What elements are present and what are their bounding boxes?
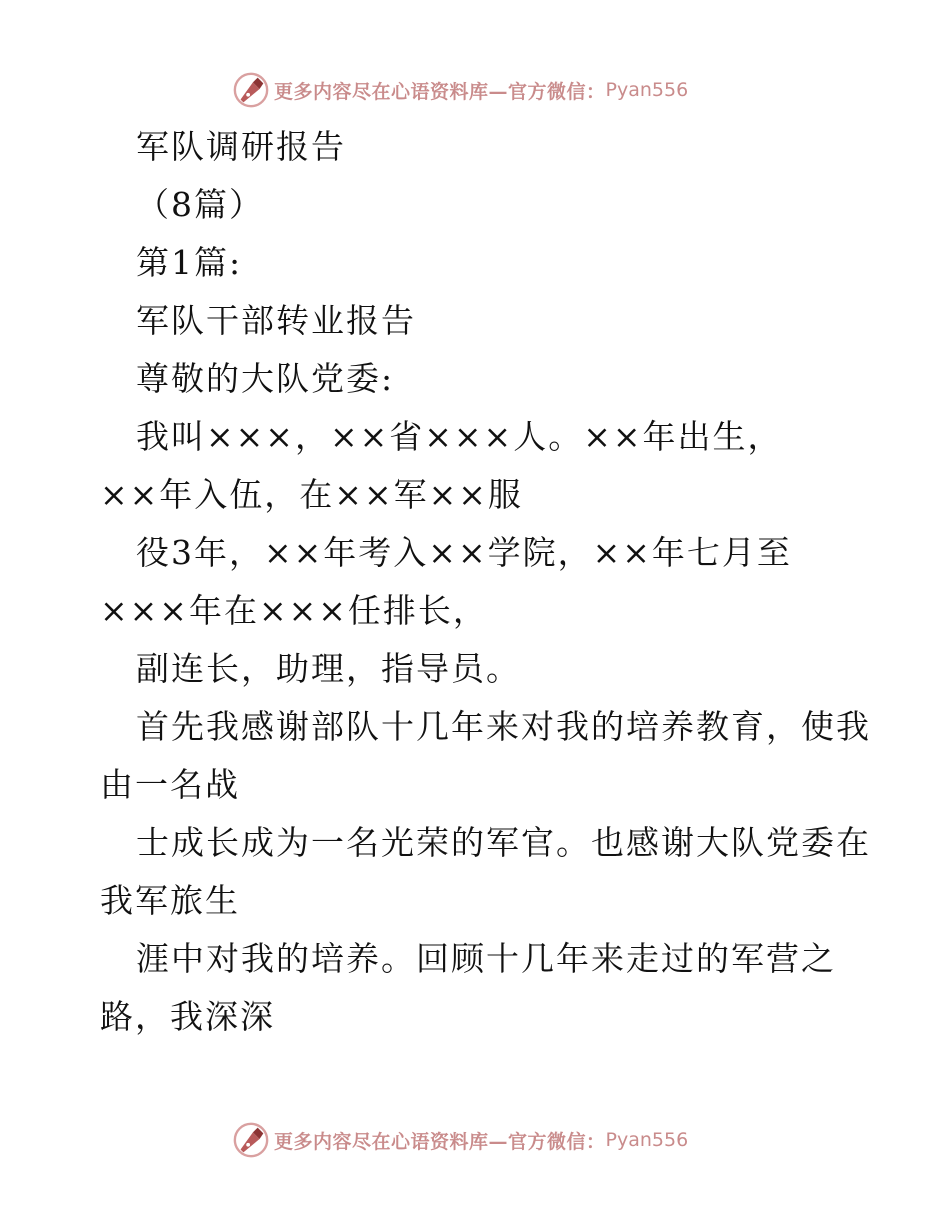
text-line: 士成长成为一名光荣的军官。也感谢大队党委在 [136,823,871,862]
text-line: 由一名战 [100,765,240,804]
text-line: 军队干部转业报告 [136,301,416,340]
banner-text: 更多内容尽在心语资料库—官方微信： [274,1130,606,1153]
text-line: ××年入伍，在××军××服 [100,475,523,514]
pen-nib-logo-icon [232,1121,270,1159]
text-line: 役3年，××年考入××学院，××年七月至 [136,533,792,572]
text-line: 首先我感谢部队十几年来对我的培养教育，使我 [136,707,871,746]
text-line: ×××年在×××任排长， [100,591,488,630]
text-line: 第1篇: [136,243,243,282]
text-line: （8篇） [136,185,264,224]
banner-wechat-id: Pyan556 [605,1129,689,1151]
text-line: 涯中对我的培养。回顾十几年来走过的军营之 [136,939,836,978]
pen-nib-logo-icon [232,71,270,109]
banner-text: 更多内容尽在心语资料库—官方微信： [274,80,606,103]
text-line: 我军旅生 [100,881,240,920]
text-line: 路，我深深 [100,997,275,1036]
header-banner [232,70,688,110]
text-line: 尊敬的大队党委: [136,359,395,398]
banner-wechat-id: Pyan556 [605,79,689,101]
text-line: 副连长，助理，指导员。 [136,649,521,688]
document-body [100,118,871,1046]
text-line: 我叫×××，××省×××人。××年出生， [136,417,783,456]
footer-banner [232,1120,688,1160]
text-line: 军队调研报告 [136,127,346,166]
